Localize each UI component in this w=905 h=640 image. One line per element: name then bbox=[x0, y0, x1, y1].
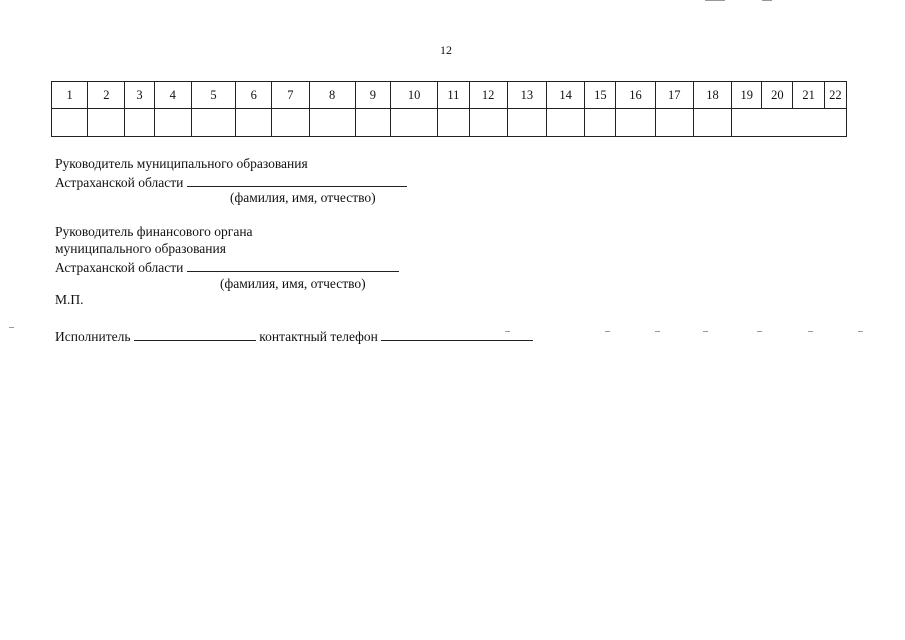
stamp-label: М.П. bbox=[55, 292, 84, 307]
column-header: 14 bbox=[546, 82, 584, 109]
table-cell bbox=[585, 109, 616, 137]
column-header: 22 bbox=[824, 82, 846, 109]
executor-line bbox=[55, 328, 533, 345]
column-header: 17 bbox=[655, 82, 693, 109]
column-header: 16 bbox=[616, 82, 655, 109]
table-cell bbox=[52, 109, 88, 137]
table-cell bbox=[154, 109, 191, 137]
table-cell bbox=[546, 109, 584, 137]
table-cell bbox=[236, 109, 272, 137]
column-header: 13 bbox=[507, 82, 546, 109]
column-header: 4 bbox=[154, 82, 191, 109]
finance-head-caption: (фамилия, имя, отчество) bbox=[220, 276, 366, 291]
finance-head-region: Астраханской области bbox=[55, 260, 184, 275]
column-header: 12 bbox=[469, 82, 507, 109]
finance-head-org: муниципального образования bbox=[55, 241, 226, 256]
table-cell bbox=[616, 109, 655, 137]
table-cell bbox=[693, 109, 731, 137]
executor-blank bbox=[134, 328, 256, 341]
municipal-head-signature-blank bbox=[187, 174, 407, 187]
phone-blank bbox=[381, 328, 533, 341]
finance-head-signature-blank bbox=[187, 259, 399, 272]
municipal-head-region-line bbox=[55, 174, 407, 191]
municipal-head-caption: (фамилия, имя, отчество) bbox=[230, 190, 376, 205]
municipal-head-title: Руководитель муниципального образования bbox=[55, 156, 308, 171]
municipal-head-region: Астраханской области bbox=[55, 175, 184, 190]
table-cell bbox=[309, 109, 355, 137]
executor-label: Исполнитель bbox=[55, 329, 131, 344]
page-number: 12 bbox=[440, 43, 452, 57]
table-cell bbox=[469, 109, 507, 137]
column-header: 3 bbox=[125, 82, 154, 109]
column-header: 2 bbox=[88, 82, 125, 109]
column-header: 18 bbox=[693, 82, 731, 109]
finance-head-title: Руководитель финансового органа bbox=[55, 224, 253, 239]
column-header: 6 bbox=[236, 82, 272, 109]
column-header: 8 bbox=[309, 82, 355, 109]
phone-label: контактный телефон bbox=[259, 329, 378, 344]
column-header: 5 bbox=[191, 82, 235, 109]
column-header: 7 bbox=[272, 82, 309, 109]
column-header: 19 bbox=[732, 82, 762, 109]
column-header: 15 bbox=[585, 82, 616, 109]
table-cell-merged bbox=[732, 109, 847, 137]
table-cell bbox=[391, 109, 438, 137]
data-table bbox=[51, 81, 847, 137]
column-header: 21 bbox=[793, 82, 824, 109]
table-row bbox=[52, 109, 847, 137]
table-cell bbox=[355, 109, 390, 137]
column-header: 9 bbox=[355, 82, 390, 109]
table-cell bbox=[88, 109, 125, 137]
table-cell bbox=[191, 109, 235, 137]
table-cell bbox=[438, 109, 469, 137]
table-cell bbox=[507, 109, 546, 137]
table-header-row bbox=[52, 82, 847, 109]
column-header: 1 bbox=[52, 82, 88, 109]
table-cell bbox=[655, 109, 693, 137]
table-cell bbox=[272, 109, 309, 137]
column-header: 20 bbox=[762, 82, 793, 109]
column-header: 11 bbox=[438, 82, 469, 109]
column-header: 10 bbox=[391, 82, 438, 109]
table-cell bbox=[125, 109, 154, 137]
finance-head-region-line bbox=[55, 259, 399, 276]
